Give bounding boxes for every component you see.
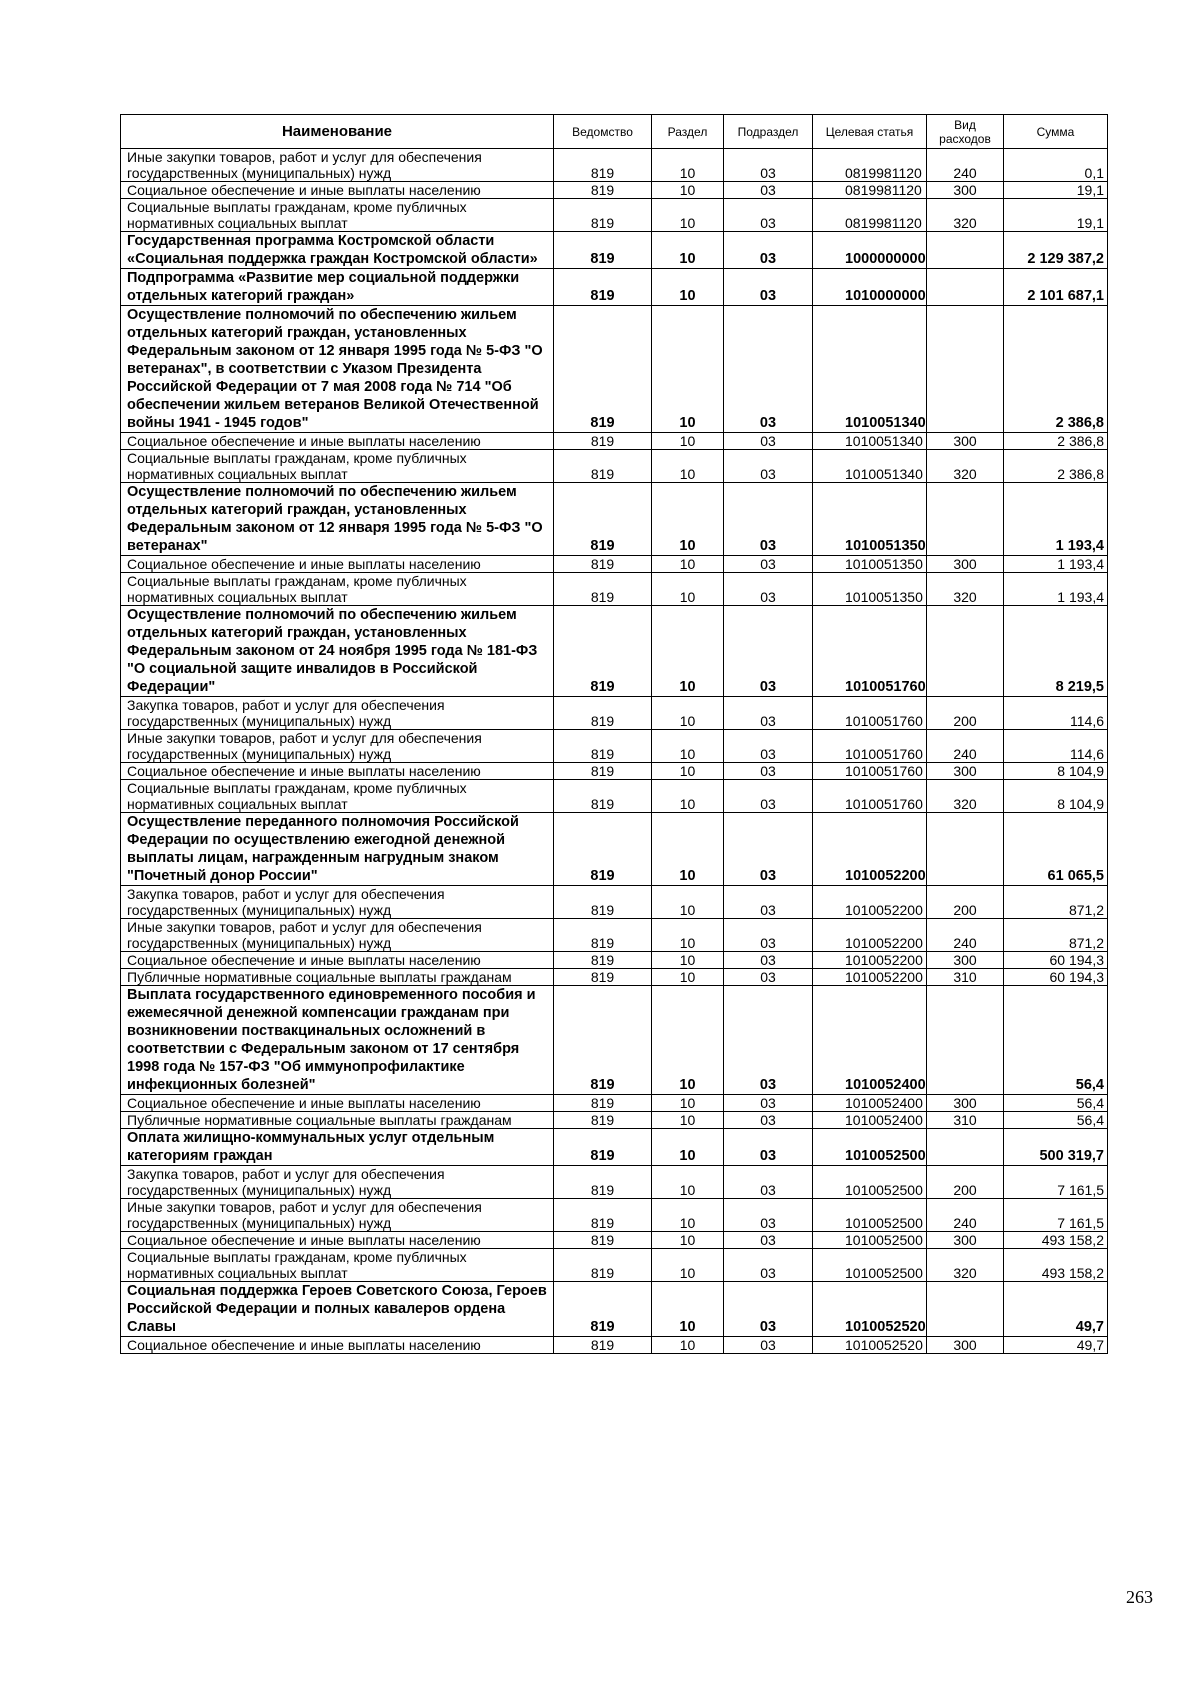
cell-razdel: 10 xyxy=(652,1112,724,1129)
cell-razdel: 10 xyxy=(652,780,724,813)
cell-celevaya-statya: 1010051340 xyxy=(813,306,927,433)
table-row xyxy=(121,952,1108,969)
cell-vedomstvo: 819 xyxy=(554,483,652,556)
cell-vid-raskhodov xyxy=(927,483,1004,556)
table-row xyxy=(121,919,1108,952)
cell-vid-raskhodov: 300 xyxy=(927,1232,1004,1249)
cell-vedomstvo: 819 xyxy=(554,1112,652,1129)
table-row xyxy=(121,1337,1108,1354)
cell-vedomstvo: 819 xyxy=(554,573,652,606)
cell-name: Иные закупки товаров, работ и услуг для обеспечения государственных (муниципальных) нужд xyxy=(121,149,554,182)
cell-vid-raskhodov: 240 xyxy=(927,919,1004,952)
cell-celevaya-statya: 1010052500 xyxy=(813,1166,927,1199)
cell-podrazdel: 03 xyxy=(724,306,813,433)
cell-vedomstvo: 819 xyxy=(554,813,652,886)
cell-celevaya-statya: 1010052200 xyxy=(813,813,927,886)
cell-name: Социальные выплаты гражданам, кроме публичных нормативных социальных выплат xyxy=(121,573,554,606)
cell-summa: 1 193,4 xyxy=(1004,573,1108,606)
cell-summa: 500 319,7 xyxy=(1004,1129,1108,1166)
cell-vedomstvo: 819 xyxy=(554,697,652,730)
cell-podrazdel: 03 xyxy=(724,556,813,573)
cell-podrazdel: 03 xyxy=(724,573,813,606)
cell-razdel: 10 xyxy=(652,986,724,1095)
cell-vid-raskhodov: 320 xyxy=(927,1249,1004,1282)
cell-celevaya-statya: 0819981120 xyxy=(813,149,927,182)
cell-vid-raskhodov xyxy=(927,232,1004,269)
table-row xyxy=(121,1166,1108,1199)
cell-vid-raskhodov: 300 xyxy=(927,182,1004,199)
cell-razdel: 10 xyxy=(652,1282,724,1337)
cell-name: Закупка товаров, работ и услуг для обеспечения государственных (муниципальных) нужд xyxy=(121,1166,554,1199)
cell-podrazdel: 03 xyxy=(724,1095,813,1112)
table-row xyxy=(121,483,1108,556)
cell-razdel: 10 xyxy=(652,433,724,450)
cell-summa: 61 065,5 xyxy=(1004,813,1108,886)
cell-name: Социальное обеспечение и иные выплаты населению xyxy=(121,1095,554,1112)
cell-celevaya-statya: 0819981120 xyxy=(813,199,927,232)
cell-razdel: 10 xyxy=(652,149,724,182)
cell-vid-raskhodov: 240 xyxy=(927,730,1004,763)
cell-razdel: 10 xyxy=(652,952,724,969)
cell-summa: 49,7 xyxy=(1004,1337,1108,1354)
cell-summa: 114,6 xyxy=(1004,730,1108,763)
cell-summa: 49,7 xyxy=(1004,1282,1108,1337)
cell-vedomstvo: 819 xyxy=(554,919,652,952)
cell-razdel: 10 xyxy=(652,573,724,606)
cell-podrazdel: 03 xyxy=(724,952,813,969)
cell-podrazdel: 03 xyxy=(724,730,813,763)
cell-vedomstvo: 819 xyxy=(554,199,652,232)
table-row xyxy=(121,986,1108,1095)
cell-summa: 7 161,5 xyxy=(1004,1199,1108,1232)
cell-vedomstvo: 819 xyxy=(554,606,652,697)
table-row xyxy=(121,1095,1108,1112)
cell-celevaya-statya: 1010051760 xyxy=(813,697,927,730)
cell-vid-raskhodov: 320 xyxy=(927,450,1004,483)
cell-summa: 19,1 xyxy=(1004,182,1108,199)
cell-razdel: 10 xyxy=(652,1095,724,1112)
cell-razdel: 10 xyxy=(652,1199,724,1232)
cell-name: Иные закупки товаров, работ и услуг для обеспечения государственных (муниципальных) нужд xyxy=(121,919,554,952)
cell-summa: 871,2 xyxy=(1004,886,1108,919)
cell-vid-raskhodov xyxy=(927,813,1004,886)
cell-vid-raskhodov xyxy=(927,606,1004,697)
table-row xyxy=(121,1199,1108,1232)
cell-podrazdel: 03 xyxy=(724,433,813,450)
cell-summa: 2 386,8 xyxy=(1004,450,1108,483)
cell-razdel: 10 xyxy=(652,1249,724,1282)
table-row xyxy=(121,606,1108,697)
cell-celevaya-statya: 1010051760 xyxy=(813,730,927,763)
cell-name: Публичные нормативные социальные выплаты гражданам xyxy=(121,1112,554,1129)
cell-summa: 60 194,3 xyxy=(1004,952,1108,969)
cell-summa: 56,4 xyxy=(1004,1095,1108,1112)
cell-vedomstvo: 819 xyxy=(554,952,652,969)
table-row xyxy=(121,730,1108,763)
cell-razdel: 10 xyxy=(652,1129,724,1166)
table-body xyxy=(121,149,1108,1354)
cell-name: Социальное обеспечение и иные выплаты населению xyxy=(121,1337,554,1354)
cell-razdel: 10 xyxy=(652,182,724,199)
cell-name: Иные закупки товаров, работ и услуг для обеспечения государственных (муниципальных) нужд xyxy=(121,730,554,763)
cell-vedomstvo: 819 xyxy=(554,886,652,919)
cell-vid-raskhodov: 300 xyxy=(927,556,1004,573)
table-row xyxy=(121,149,1108,182)
cell-vedomstvo: 819 xyxy=(554,182,652,199)
table-row xyxy=(121,813,1108,886)
cell-name: Осуществление переданного полномочия Российской Федерации по осуществлению ежегодной денежной выплаты лицам, награжденным нагрудным знаком "Почетный донор России" xyxy=(121,813,554,886)
cell-name: Социальное обеспечение и иные выплаты населению xyxy=(121,182,554,199)
cell-vedomstvo: 819 xyxy=(554,433,652,450)
cell-celevaya-statya: 1010051760 xyxy=(813,780,927,813)
cell-razdel: 10 xyxy=(652,306,724,433)
cell-summa: 56,4 xyxy=(1004,1112,1108,1129)
table-row xyxy=(121,1282,1108,1337)
table-row xyxy=(121,886,1108,919)
cell-razdel: 10 xyxy=(652,886,724,919)
cell-podrazdel: 03 xyxy=(724,483,813,556)
cell-vid-raskhodov xyxy=(927,1129,1004,1166)
table-row xyxy=(121,573,1108,606)
cell-celevaya-statya: 1010052520 xyxy=(813,1337,927,1354)
cell-vid-raskhodov: 300 xyxy=(927,433,1004,450)
cell-summa: 7 161,5 xyxy=(1004,1166,1108,1199)
cell-celevaya-statya: 1010052520 xyxy=(813,1282,927,1337)
cell-celevaya-statya: 1010052500 xyxy=(813,1249,927,1282)
cell-name: Государственная программа Костромской области «Социальная поддержка граждан Костромской области» xyxy=(121,232,554,269)
cell-razdel: 10 xyxy=(652,606,724,697)
cell-summa: 2 101 687,1 xyxy=(1004,269,1108,306)
cell-name: Осуществление полномочий по обеспечению жильем отдельных категорий граждан, установленных Федеральным законом от 12 января 1995 года № 5-ФЗ "О ветеранах", в соответствии с Указом Президента Российской Федерации от 7 мая 2008 года № 714 "Об обеспечении жильем ветеранов Великой Отечественной войны 1941 - 1945 годов" xyxy=(121,306,554,433)
cell-name: Осуществление полномочий по обеспечению жильем отдельных категорий граждан, установленных Федеральным законом от 12 января 1995 года № 5-ФЗ "О ветеранах" xyxy=(121,483,554,556)
cell-podrazdel: 03 xyxy=(724,919,813,952)
cell-podrazdel: 03 xyxy=(724,780,813,813)
header-vid-raskhodov: Вид расходов xyxy=(927,115,1004,149)
cell-celevaya-statya: 1010052400 xyxy=(813,1112,927,1129)
cell-name: Социальное обеспечение и иные выплаты населению xyxy=(121,952,554,969)
cell-summa: 2 386,8 xyxy=(1004,433,1108,450)
cell-summa: 1 193,4 xyxy=(1004,556,1108,573)
cell-name: Социальное обеспечение и иные выплаты населению xyxy=(121,433,554,450)
cell-vid-raskhodov: 200 xyxy=(927,1166,1004,1199)
cell-razdel: 10 xyxy=(652,232,724,269)
cell-celevaya-statya: 1010051350 xyxy=(813,573,927,606)
cell-vedomstvo: 819 xyxy=(554,269,652,306)
cell-vid-raskhodov: 320 xyxy=(927,780,1004,813)
cell-vid-raskhodov xyxy=(927,1282,1004,1337)
header-vedomstvo: Ведомство xyxy=(554,115,652,149)
cell-vid-raskhodov: 240 xyxy=(927,1199,1004,1232)
table-row xyxy=(121,1112,1108,1129)
header-celevaya-statya: Целевая статья xyxy=(813,115,927,149)
cell-podrazdel: 03 xyxy=(724,1249,813,1282)
cell-vid-raskhodov xyxy=(927,269,1004,306)
cell-vedomstvo: 819 xyxy=(554,780,652,813)
cell-vedomstvo: 819 xyxy=(554,763,652,780)
cell-razdel: 10 xyxy=(652,763,724,780)
cell-podrazdel: 03 xyxy=(724,269,813,306)
cell-razdel: 10 xyxy=(652,1232,724,1249)
cell-podrazdel: 03 xyxy=(724,199,813,232)
cell-summa: 1 193,4 xyxy=(1004,483,1108,556)
cell-vedomstvo: 819 xyxy=(554,1249,652,1282)
cell-vid-raskhodov xyxy=(927,986,1004,1095)
cell-vedomstvo: 819 xyxy=(554,969,652,986)
cell-podrazdel: 03 xyxy=(724,149,813,182)
cell-name: Социальное обеспечение и иные выплаты населению xyxy=(121,1232,554,1249)
cell-celevaya-statya: 1010051350 xyxy=(813,483,927,556)
cell-vedomstvo: 819 xyxy=(554,450,652,483)
cell-summa: 8 104,9 xyxy=(1004,763,1108,780)
cell-podrazdel: 03 xyxy=(724,886,813,919)
cell-celevaya-statya: 1010052400 xyxy=(813,986,927,1095)
cell-vid-raskhodov: 300 xyxy=(927,763,1004,780)
cell-celevaya-statya: 1010051340 xyxy=(813,433,927,450)
cell-vedomstvo: 819 xyxy=(554,232,652,269)
cell-summa: 19,1 xyxy=(1004,199,1108,232)
cell-summa: 0,1 xyxy=(1004,149,1108,182)
cell-name: Подпрограмма «Развитие мер социальной поддержки отдельных категорий граждан» xyxy=(121,269,554,306)
cell-name: Социальные выплаты гражданам, кроме публичных нормативных социальных выплат xyxy=(121,199,554,232)
page-number: 263 xyxy=(1126,1587,1153,1607)
cell-summa: 8 104,9 xyxy=(1004,780,1108,813)
cell-podrazdel: 03 xyxy=(724,182,813,199)
cell-podrazdel: 03 xyxy=(724,606,813,697)
cell-summa: 2 129 387,2 xyxy=(1004,232,1108,269)
cell-podrazdel: 03 xyxy=(724,1282,813,1337)
table-row xyxy=(121,433,1108,450)
cell-razdel: 10 xyxy=(652,556,724,573)
cell-vedomstvo: 819 xyxy=(554,556,652,573)
cell-podrazdel: 03 xyxy=(724,450,813,483)
cell-razdel: 10 xyxy=(652,269,724,306)
cell-podrazdel: 03 xyxy=(724,763,813,780)
table-row xyxy=(121,182,1108,199)
cell-vedomstvo: 819 xyxy=(554,1199,652,1232)
cell-podrazdel: 03 xyxy=(724,1337,813,1354)
cell-summa: 8 219,5 xyxy=(1004,606,1108,697)
cell-name: Социальные выплаты гражданам, кроме публичных нормативных социальных выплат xyxy=(121,1249,554,1282)
cell-razdel: 10 xyxy=(652,730,724,763)
table-header-row xyxy=(121,115,1108,149)
cell-podrazdel: 03 xyxy=(724,1166,813,1199)
cell-celevaya-statya: 1010052400 xyxy=(813,1095,927,1112)
cell-name: Выплата государственного единовременного пособия и ежемесячной денежной компенсации гражданам при возникновении поствакцинальных осложнений в соответствии с Федеральным законом от 17 сентября 1998 года № 157-ФЗ "Об иммунопрофилактике инфекционных болезней" xyxy=(121,986,554,1095)
cell-razdel: 10 xyxy=(652,199,724,232)
cell-podrazdel: 03 xyxy=(724,1199,813,1232)
cell-vedomstvo: 819 xyxy=(554,149,652,182)
cell-celevaya-statya: 1010052500 xyxy=(813,1199,927,1232)
cell-summa: 2 386,8 xyxy=(1004,306,1108,433)
cell-celevaya-statya: 1000000000 xyxy=(813,232,927,269)
cell-name: Социальное обеспечение и иные выплаты населению xyxy=(121,763,554,780)
cell-podrazdel: 03 xyxy=(724,813,813,886)
table-row xyxy=(121,306,1108,433)
cell-vid-raskhodov: 200 xyxy=(927,886,1004,919)
cell-razdel: 10 xyxy=(652,813,724,886)
cell-podrazdel: 03 xyxy=(724,232,813,269)
table-row xyxy=(121,556,1108,573)
cell-vedomstvo: 819 xyxy=(554,1282,652,1337)
cell-celevaya-statya: 1010052200 xyxy=(813,952,927,969)
cell-razdel: 10 xyxy=(652,1337,724,1354)
cell-celevaya-statya: 1010051760 xyxy=(813,763,927,780)
cell-celevaya-statya: 1010052200 xyxy=(813,886,927,919)
cell-vedomstvo: 819 xyxy=(554,1337,652,1354)
cell-celevaya-statya: 0819981120 xyxy=(813,182,927,199)
cell-celevaya-statya: 1010000000 xyxy=(813,269,927,306)
cell-vedomstvo: 819 xyxy=(554,306,652,433)
table-row xyxy=(121,1129,1108,1166)
header-name: Наименование xyxy=(121,115,554,149)
cell-celevaya-statya: 1010052500 xyxy=(813,1129,927,1166)
cell-summa: 60 194,3 xyxy=(1004,969,1108,986)
cell-vedomstvo: 819 xyxy=(554,1095,652,1112)
cell-vedomstvo: 819 xyxy=(554,1166,652,1199)
cell-summa: 114,6 xyxy=(1004,697,1108,730)
cell-summa: 871,2 xyxy=(1004,919,1108,952)
cell-vid-raskhodov: 200 xyxy=(927,697,1004,730)
header-razdel: Раздел xyxy=(652,115,724,149)
cell-name: Социальные выплаты гражданам, кроме публичных нормативных социальных выплат xyxy=(121,450,554,483)
table-row xyxy=(121,780,1108,813)
table-row xyxy=(121,1232,1108,1249)
cell-vid-raskhodov xyxy=(927,306,1004,433)
cell-podrazdel: 03 xyxy=(724,1129,813,1166)
cell-razdel: 10 xyxy=(652,483,724,556)
cell-vid-raskhodov: 300 xyxy=(927,1095,1004,1112)
table-row xyxy=(121,232,1108,269)
cell-vid-raskhodov: 240 xyxy=(927,149,1004,182)
header-podrazdel: Подраздел xyxy=(724,115,813,149)
cell-vid-raskhodov: 300 xyxy=(927,952,1004,969)
cell-vid-raskhodov: 300 xyxy=(927,1337,1004,1354)
cell-name: Иные закупки товаров, работ и услуг для обеспечения государственных (муниципальных) нужд xyxy=(121,1199,554,1232)
cell-razdel: 10 xyxy=(652,450,724,483)
cell-name: Социальные выплаты гражданам, кроме публичных нормативных социальных выплат xyxy=(121,780,554,813)
cell-summa: 493 158,2 xyxy=(1004,1232,1108,1249)
cell-celevaya-statya: 1010052200 xyxy=(813,919,927,952)
cell-vid-raskhodov: 310 xyxy=(927,969,1004,986)
cell-podrazdel: 03 xyxy=(724,697,813,730)
cell-name: Публичные нормативные социальные выплаты гражданам xyxy=(121,969,554,986)
cell-vedomstvo: 819 xyxy=(554,730,652,763)
cell-podrazdel: 03 xyxy=(724,1112,813,1129)
cell-name: Оплата жилищно-коммунальных услуг отдельным категориям граждан xyxy=(121,1129,554,1166)
table-row xyxy=(121,199,1108,232)
cell-celevaya-statya: 1010052500 xyxy=(813,1232,927,1249)
table-row xyxy=(121,697,1108,730)
cell-summa: 56,4 xyxy=(1004,986,1108,1095)
table-row xyxy=(121,969,1108,986)
cell-podrazdel: 03 xyxy=(724,986,813,1095)
cell-summa: 493 158,2 xyxy=(1004,1249,1108,1282)
header-summa: Сумма xyxy=(1004,115,1108,149)
cell-celevaya-statya: 1010051350 xyxy=(813,556,927,573)
table-row xyxy=(121,269,1108,306)
cell-name: Социальная поддержка Героев Советского Союза, Героев Российской Федерации и полных кавалеров ордена Славы xyxy=(121,1282,554,1337)
cell-vid-raskhodov: 310 xyxy=(927,1112,1004,1129)
cell-razdel: 10 xyxy=(652,969,724,986)
cell-vedomstvo: 819 xyxy=(554,1232,652,1249)
budget-table xyxy=(120,114,1108,1354)
table-row xyxy=(121,450,1108,483)
table-row xyxy=(121,1249,1108,1282)
cell-name: Социальное обеспечение и иные выплаты населению xyxy=(121,556,554,573)
cell-vid-raskhodov: 320 xyxy=(927,199,1004,232)
cell-name: Осуществление полномочий по обеспечению жильем отдельных категорий граждан, установленных Федеральным законом от 24 ноября 1995 года № 181-ФЗ "О социальной защите инвалидов в Российской Федерации" xyxy=(121,606,554,697)
cell-podrazdel: 03 xyxy=(724,969,813,986)
cell-name: Закупка товаров, работ и услуг для обеспечения государственных (муниципальных) нужд xyxy=(121,697,554,730)
cell-razdel: 10 xyxy=(652,1166,724,1199)
table-row xyxy=(121,763,1108,780)
cell-name: Закупка товаров, работ и услуг для обеспечения государственных (муниципальных) нужд xyxy=(121,886,554,919)
cell-vedomstvo: 819 xyxy=(554,1129,652,1166)
cell-razdel: 10 xyxy=(652,919,724,952)
cell-vedomstvo: 819 xyxy=(554,986,652,1095)
cell-podrazdel: 03 xyxy=(724,1232,813,1249)
cell-vid-raskhodov: 320 xyxy=(927,573,1004,606)
cell-celevaya-statya: 1010052200 xyxy=(813,969,927,986)
cell-razdel: 10 xyxy=(652,697,724,730)
cell-celevaya-statya: 1010051340 xyxy=(813,450,927,483)
cell-celevaya-statya: 1010051760 xyxy=(813,606,927,697)
